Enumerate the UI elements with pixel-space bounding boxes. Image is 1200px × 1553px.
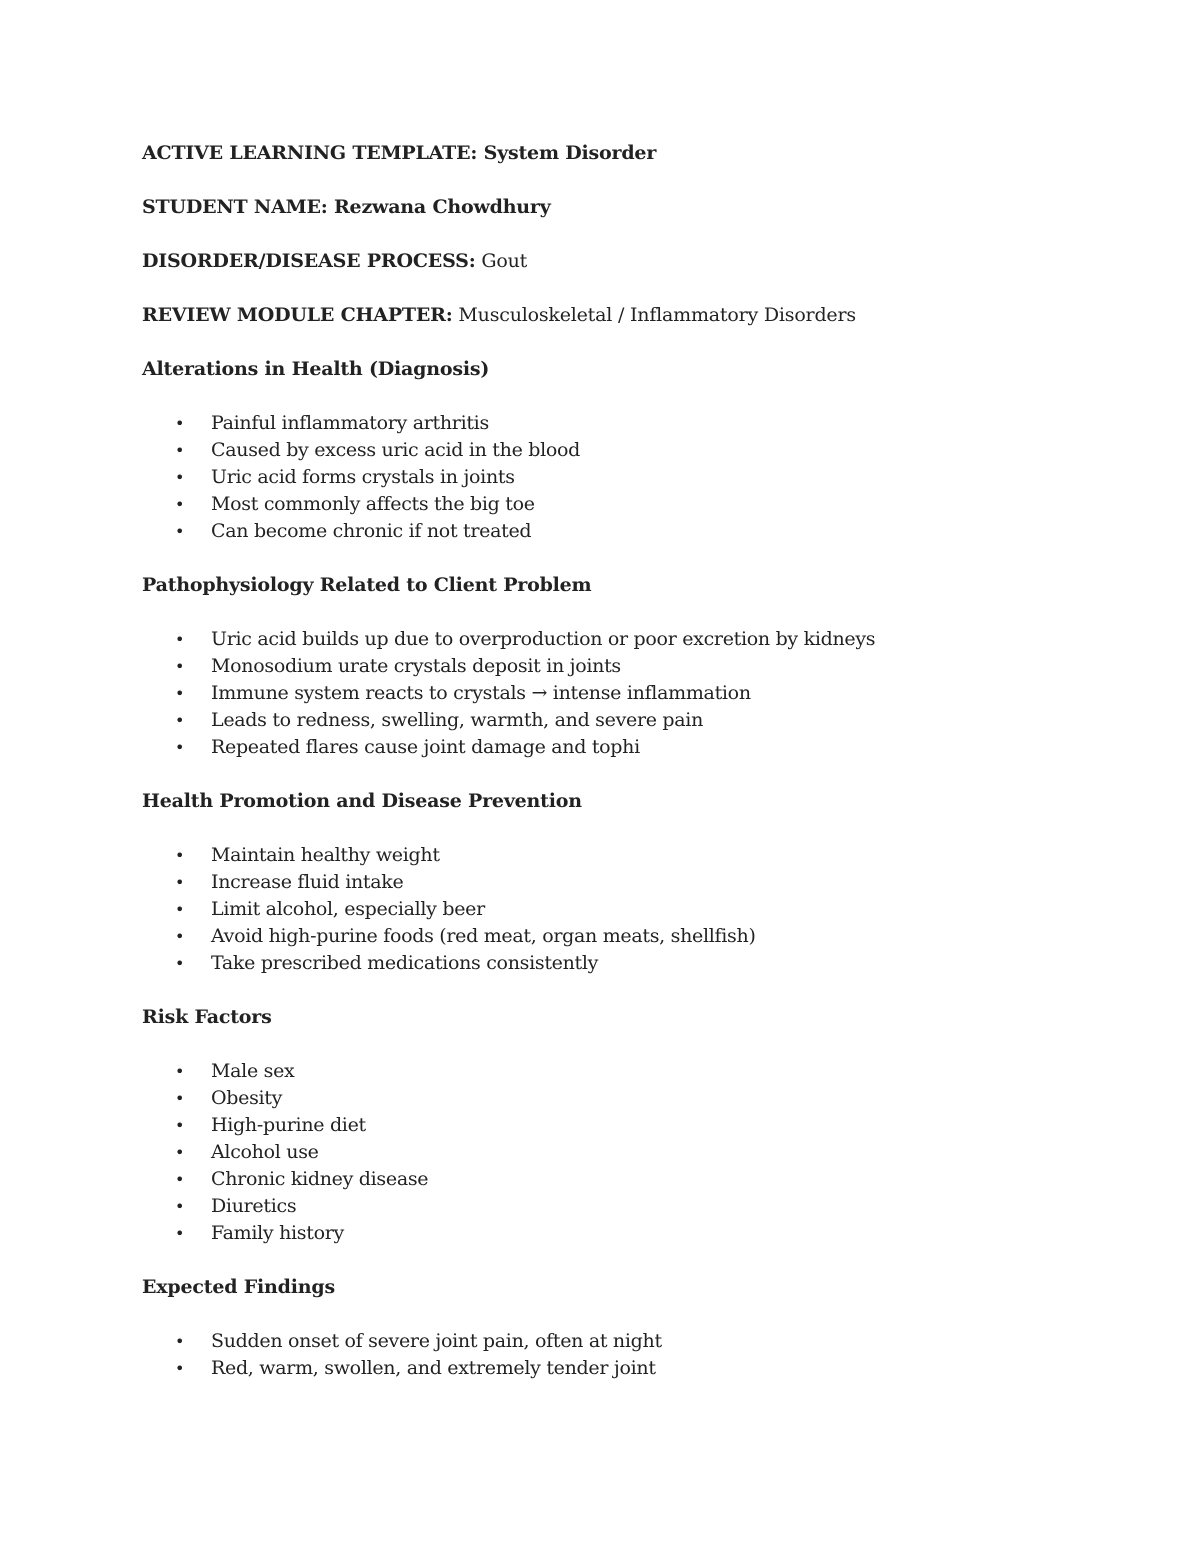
list-item: [142, 410, 1082, 437]
list-item-text: Obesity: [211, 1087, 283, 1109]
bullet-icon: •: [175, 495, 185, 514]
list-item-text: Maintain healthy weight: [211, 844, 440, 866]
template-line: [142, 140, 1082, 167]
spacer: [142, 221, 1082, 248]
bullet-icon: •: [175, 1224, 185, 1243]
spacer: [142, 1301, 1082, 1328]
spacer: [142, 383, 1082, 410]
bullet-icon: •: [175, 468, 185, 487]
spacer: [142, 1247, 1082, 1274]
bullet-icon: •: [175, 873, 185, 892]
list-item-text: Male sex: [211, 1060, 295, 1082]
spacer: [142, 761, 1082, 788]
bullet-icon: •: [175, 927, 185, 946]
bullet-icon: •: [175, 522, 185, 541]
bullet-icon: •: [175, 1062, 185, 1081]
bullet-list: [142, 1058, 1082, 1247]
student-name-value: Rezwana Chowdhury: [333, 196, 551, 218]
list-item: [142, 1355, 1082, 1382]
bullet-icon: •: [175, 1116, 185, 1135]
disorder-value: Gout: [481, 250, 528, 272]
list-item-text: Red, warm, swollen, and extremely tender joint: [211, 1357, 656, 1379]
chapter-value: Musculoskeletal / Inflammatory Disorders: [458, 304, 856, 326]
disorder-label: DISORDER/DISEASE PROCESS:: [142, 250, 476, 272]
bullet-icon: •: [175, 900, 185, 919]
bullet-icon: •: [175, 1332, 185, 1351]
list-item-text: Most commonly affects the big toe: [211, 493, 535, 515]
bullet-list: [142, 410, 1082, 545]
list-item-text: Chronic kidney disease: [211, 1168, 429, 1190]
list-item: [142, 734, 1082, 761]
bullet-icon: •: [175, 1089, 185, 1108]
list-item: [142, 1220, 1082, 1247]
bullet-list: [142, 626, 1082, 761]
list-item: [142, 896, 1082, 923]
bullet-icon: •: [175, 414, 185, 433]
sections-container: [142, 356, 1082, 1382]
disorder-line: [142, 248, 1082, 275]
template-label: ACTIVE LEARNING TEMPLATE:: [142, 142, 478, 164]
bullet-icon: •: [175, 1143, 185, 1162]
list-item: [142, 707, 1082, 734]
bullet-icon: •: [175, 630, 185, 649]
spacer: [142, 599, 1082, 626]
spacer: [142, 545, 1082, 572]
list-item: [142, 1085, 1082, 1112]
list-item-text: Diuretics: [211, 1195, 297, 1217]
student-name-label: STUDENT NAME:: [142, 196, 328, 218]
list-item-text: Immune system reacts to crystals → intense inflammation: [211, 682, 751, 704]
section-heading: Alterations in Health (Diagnosis): [142, 358, 490, 380]
list-item: [142, 626, 1082, 653]
section-heading: Pathophysiology Related to Client Problem: [142, 574, 592, 596]
student-name-line: [142, 194, 1082, 221]
list-item-text: Increase fluid intake: [211, 871, 404, 893]
list-item: [142, 680, 1082, 707]
bullet-icon: •: [175, 1359, 185, 1378]
list-item-text: Monosodium urate crystals deposit in joints: [211, 655, 621, 677]
bullet-icon: •: [175, 738, 185, 757]
bullet-icon: •: [175, 684, 185, 703]
list-item-text: Limit alcohol, especially beer: [211, 898, 485, 920]
spacer: [142, 815, 1082, 842]
list-item-text: Repeated flares cause joint damage and tophi: [211, 736, 640, 758]
list-item-text: High-purine diet: [211, 1114, 366, 1136]
document-content: [142, 140, 1082, 1382]
spacer: [142, 167, 1082, 194]
chapter-label: REVIEW MODULE CHAPTER:: [142, 304, 453, 326]
spacer: [142, 275, 1082, 302]
list-item-text: Sudden onset of severe joint pain, often at night: [211, 1330, 662, 1352]
bullet-list: [142, 842, 1082, 977]
bullet-icon: •: [175, 657, 185, 676]
list-item: [142, 1112, 1082, 1139]
list-item-text: Painful inflammatory arthritis: [211, 412, 489, 434]
list-item-text: Alcohol use: [211, 1141, 319, 1163]
list-item: [142, 518, 1082, 545]
list-item-text: Take prescribed medications consistently: [211, 952, 599, 974]
section-heading: Health Promotion and Disease Prevention: [142, 790, 582, 812]
list-item: [142, 1328, 1082, 1355]
list-item-text: Uric acid forms crystals in joints: [211, 466, 515, 488]
bullet-list: [142, 1328, 1082, 1382]
bullet-icon: •: [175, 954, 185, 973]
list-item-text: Avoid high-purine foods (red meat, organ meats, shellfish): [211, 925, 756, 947]
list-item: [142, 1139, 1082, 1166]
list-item: [142, 1166, 1082, 1193]
list-item: [142, 1193, 1082, 1220]
chapter-line: [142, 302, 1082, 329]
list-item: [142, 1058, 1082, 1085]
spacer: [142, 329, 1082, 356]
spacer: [142, 1031, 1082, 1058]
list-item-text: Family history: [211, 1222, 344, 1244]
list-item: [142, 950, 1082, 977]
list-item-text: Caused by excess uric acid in the blood: [211, 439, 581, 461]
bullet-icon: •: [175, 441, 185, 460]
bullet-icon: •: [175, 711, 185, 730]
list-item-text: Can become chronic if not treated: [211, 520, 532, 542]
bullet-icon: •: [175, 1197, 185, 1216]
list-item: [142, 464, 1082, 491]
list-item-text: Leads to redness, swelling, warmth, and severe pain: [211, 709, 704, 731]
list-item: [142, 869, 1082, 896]
bullet-icon: •: [175, 846, 185, 865]
list-item: [142, 842, 1082, 869]
section-heading: Risk Factors: [142, 1006, 272, 1028]
spacer: [142, 977, 1082, 1004]
list-item: [142, 437, 1082, 464]
bullet-icon: •: [175, 1170, 185, 1189]
list-item: [142, 923, 1082, 950]
template-value: System Disorder: [483, 142, 657, 164]
list-item: [142, 491, 1082, 518]
list-item-text: Uric acid builds up due to overproduction or poor excretion by kidneys: [211, 628, 876, 650]
section-heading: Expected Findings: [142, 1276, 335, 1298]
list-item: [142, 653, 1082, 680]
